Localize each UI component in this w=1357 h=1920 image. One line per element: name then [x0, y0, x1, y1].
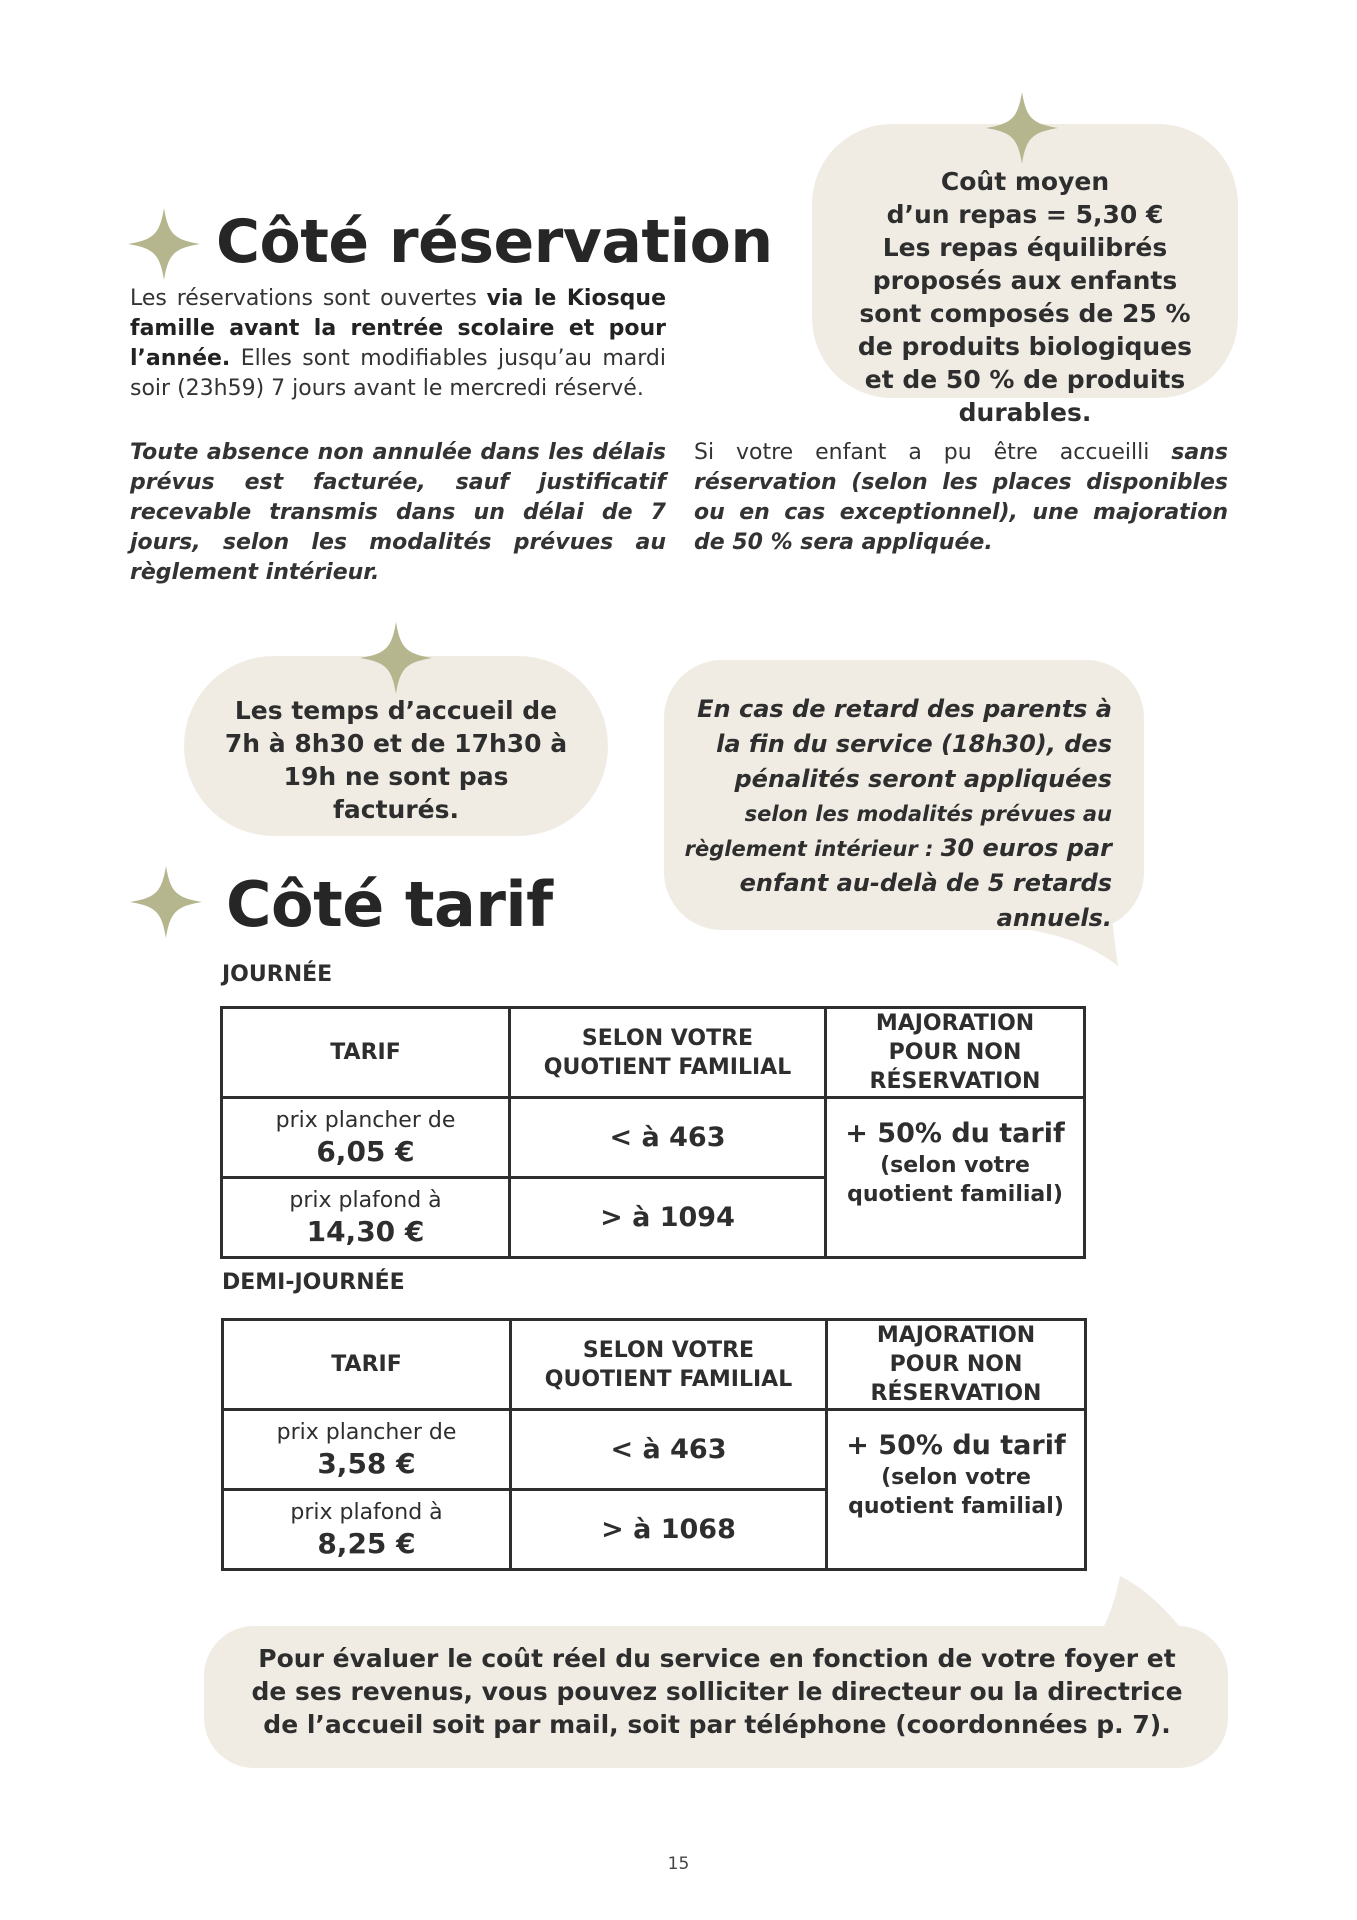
- cost-bubble-text: [832, 165, 1218, 429]
- price-cell: [223, 1410, 511, 1490]
- quotient-cell: < à 463: [511, 1410, 827, 1490]
- retard-text-3: 30 euros par enfant au-delà de 5 retards annuels.: [739, 834, 1112, 932]
- table-header: SELON VOTRE QUOTIENT FAMILIAL: [511, 1320, 827, 1410]
- price-label: prix plancher de: [276, 1419, 457, 1445]
- majoration-cell: [826, 1098, 1085, 1258]
- four-point-star-icon: [130, 866, 202, 938]
- tarif-table-journee: [220, 1006, 1086, 1259]
- four-point-star-icon: [986, 92, 1058, 164]
- accueil-bubble-text: Les temps d’accueil de 7h à 8h30 et de 17h30 à 19h ne sont pas facturés.: [224, 696, 568, 824]
- tarif-table-demi-journee: [221, 1318, 1087, 1571]
- reservation-text-b: via le Kiosque famille avant la rentrée scolaire et pour l’année.: [130, 286, 666, 371]
- majoration-main: + 50% du tarif: [845, 1118, 1065, 1149]
- table-row: [222, 1098, 1085, 1178]
- price-cell: [222, 1178, 510, 1258]
- price-cell: [223, 1490, 511, 1570]
- quotient-cell: > à 1094: [510, 1178, 826, 1258]
- table-label-journee: JOURNÉE: [222, 962, 333, 987]
- reservation-paragraph: [130, 284, 666, 404]
- page-number: 15: [667, 1854, 690, 1874]
- majoration-note: (selon votre quotient familial): [848, 1465, 1064, 1519]
- retard-bubble-text: [684, 693, 1112, 937]
- table-header: SELON VOTRE QUOTIENT FAMILIAL: [510, 1008, 826, 1098]
- quotient-cell: < à 463: [510, 1098, 826, 1178]
- reservation-text-a: Les réservations sont ouvertes: [130, 286, 487, 311]
- quotient-cell: > à 1068: [511, 1490, 827, 1570]
- four-point-star-icon: [128, 208, 200, 280]
- cost-line-2: d’un repas = 5,30 €: [886, 200, 1164, 229]
- retard-text-1: En cas de retard des parents à la fin du service (18h30), des pénalités seront appliquées: [697, 695, 1112, 793]
- absence-paragraph: Toute absence non annulée dans les délais prévus est facturée, sauf justificatif recevable transmis dans un délai de 7 jours, selon les modalités prévues au règlement intérieur.: [130, 440, 666, 585]
- table-header: TARIF: [223, 1320, 511, 1410]
- majoration-paragraph: [694, 438, 1228, 558]
- price-label: prix plafond à: [289, 1187, 442, 1213]
- price-cell: [222, 1098, 510, 1178]
- table-label-demi-journee: DEMI-JOURNÉE: [222, 1270, 405, 1295]
- majoration-text-b: sans réservation (selon les places disponibles ou en cas exceptionnel), une majoration de 50 % sera appliquée.: [694, 440, 1228, 555]
- majoration-cell: [827, 1410, 1086, 1570]
- table-row: [223, 1410, 1086, 1490]
- majoration-note: (selon votre quotient familial): [847, 1153, 1063, 1207]
- cost-line-3: Les repas équilibrés proposés aux enfants sont composés de 25 % de produits biologiques et de 50 % de produits durables.: [857, 233, 1193, 427]
- price-value: 14,30 €: [306, 1214, 425, 1248]
- majoration-text-a: Si votre enfant a pu être accueilli: [694, 440, 1172, 465]
- cost-line-1: Coût moyen: [940, 167, 1110, 196]
- majoration-main: + 50% du tarif: [846, 1430, 1066, 1461]
- price-label: prix plancher de: [275, 1107, 456, 1133]
- section-title-tarif: Côté tarif: [226, 868, 553, 941]
- table-header: MAJORATION POUR NON RÉSERVATION: [827, 1320, 1086, 1410]
- reservation-text-c: Elles sont modifiables jusqu’au mardi soir (23h59) 7 jours avant le mercredi réservé.: [130, 346, 666, 401]
- price-value: 8,25 €: [317, 1526, 416, 1560]
- table-header: MAJORATION POUR NON RÉSERVATION: [826, 1008, 1085, 1098]
- bottom-bubble-text: Pour évaluer le coût réel du service en fonction de votre foyer et de ses revenus, vous pouvez solliciter le directeur ou la directrice de l’accueil soit par mail, soit par téléphone (coordonnées p. 7).: [251, 1644, 1183, 1739]
- table-header: TARIF: [222, 1008, 510, 1098]
- section-title-reservation: Côté réservation: [216, 207, 773, 277]
- price-label: prix plafond à: [290, 1499, 443, 1525]
- price-value: 3,58 €: [317, 1446, 416, 1480]
- retard-text-2: selon les modalités prévues au règlement intérieur :: [684, 802, 1112, 861]
- price-value: 6,05 €: [316, 1134, 415, 1168]
- four-point-star-icon: [360, 622, 432, 694]
